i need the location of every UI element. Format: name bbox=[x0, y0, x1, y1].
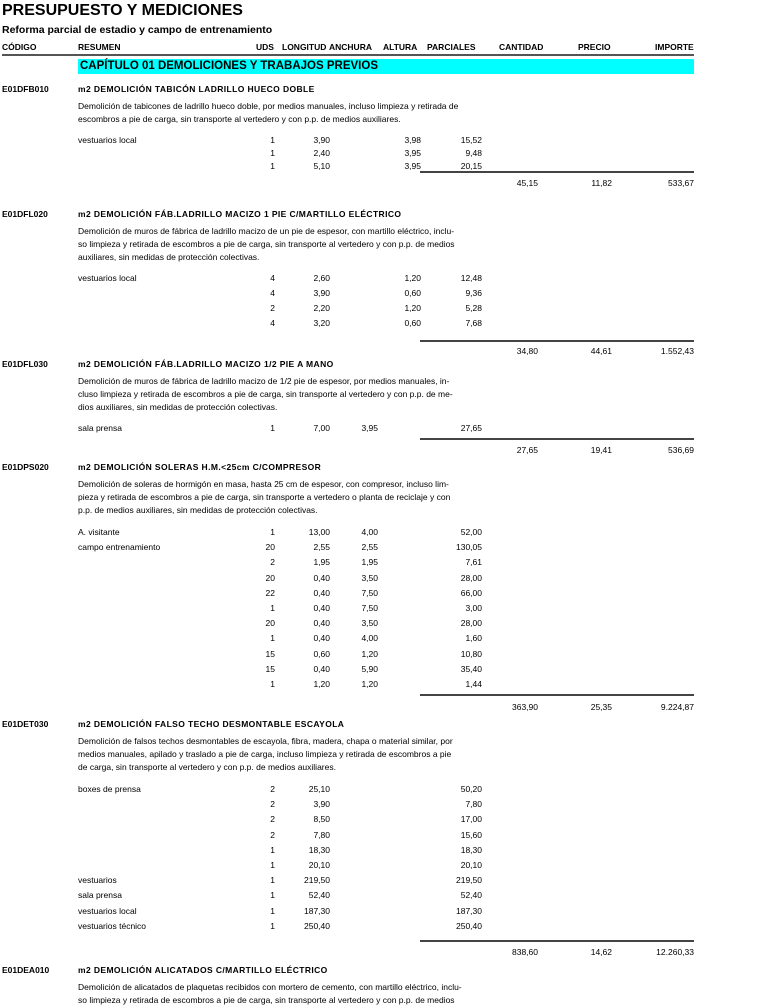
col-header-codigo: CÓDIGO bbox=[2, 42, 37, 52]
measurement-row bbox=[0, 633, 768, 646]
measurement-row bbox=[0, 527, 768, 540]
item-precio: 14,62 bbox=[590, 947, 612, 957]
item-code: E01DET030 bbox=[2, 719, 49, 729]
item-title: m2 DEMOLICIÓN FÁB.LADRILLO MACIZO 1/2 PIE A MANO bbox=[78, 359, 334, 369]
row-longitud: 7,00 bbox=[313, 423, 330, 433]
row-uds: 2 bbox=[270, 799, 275, 810]
item-title: m2 DEMOLICIÓN TABICÓN LADRILLO HUECO DOBLE bbox=[78, 84, 315, 94]
row-parciales: 35,40 bbox=[460, 663, 482, 674]
row-longitud: 0,60 bbox=[313, 648, 330, 659]
chapter-heading: CAPÍTULO 01 DEMOLICIONES Y TRABAJOS PREVIOS bbox=[78, 59, 694, 74]
row-anchura: 3,50 bbox=[361, 618, 378, 629]
measurement-row bbox=[0, 148, 768, 161]
row-label: vestuarios local bbox=[78, 273, 137, 283]
row-parciales: 15,52 bbox=[460, 135, 482, 145]
row-anchura: 7,50 bbox=[361, 603, 378, 613]
row-altura: 3,98 bbox=[404, 135, 421, 145]
row-parciales: 52,00 bbox=[460, 527, 482, 537]
row-parciales: 28,00 bbox=[460, 618, 482, 629]
row-uds: 15 bbox=[265, 663, 275, 674]
row-parciales: 1,44 bbox=[465, 679, 482, 689]
row-parciales: 18,30 bbox=[460, 844, 482, 855]
measurement-row bbox=[0, 830, 768, 843]
subtotal-divider bbox=[420, 694, 694, 696]
document-title: PRESUPUESTO Y MEDICIONES bbox=[2, 2, 243, 19]
row-uds: 1 bbox=[270, 633, 275, 644]
measurement-row bbox=[0, 542, 768, 555]
row-uds: 1 bbox=[270, 603, 275, 613]
row-label: A. visitante bbox=[78, 527, 120, 537]
item-code: E01DFL020 bbox=[2, 209, 48, 219]
row-uds: 20 bbox=[265, 572, 275, 583]
row-longitud: 250,40 bbox=[304, 920, 330, 931]
row-parciales: 1,60 bbox=[465, 633, 482, 644]
row-altura: 3,95 bbox=[404, 161, 421, 171]
row-altura: 1,20 bbox=[404, 303, 421, 313]
row-uds: 15 bbox=[265, 648, 275, 659]
row-label: sala prensa bbox=[78, 423, 122, 433]
item-precio: 11,82 bbox=[591, 178, 612, 188]
measurement-row bbox=[0, 921, 768, 934]
measurement-row bbox=[0, 303, 768, 316]
row-longitud: 3,20 bbox=[313, 318, 330, 328]
col-header-precio: PRECIO bbox=[578, 42, 611, 52]
item-code: E01DFL030 bbox=[2, 359, 48, 369]
row-parciales: 20,15 bbox=[460, 161, 482, 171]
row-anchura: 5,90 bbox=[361, 663, 378, 674]
description-line: medios manuales, apilado y traslado a pie de carga, incluso limpieza y retirada de escombros a pie bbox=[78, 749, 452, 759]
description-line: Demolición de alicatados de plaquetas recibidos con mortero de cemento, con martillo eléctrico, inclu- bbox=[78, 982, 462, 992]
measurement-row bbox=[0, 557, 768, 570]
row-parciales: 17,00 bbox=[460, 814, 482, 825]
row-parciales: 15,60 bbox=[460, 829, 482, 840]
measurement-row bbox=[0, 423, 768, 436]
item-cantidad: 27,65 bbox=[516, 445, 538, 455]
row-longitud: 1,95 bbox=[313, 557, 330, 568]
row-longitud: 219,50 bbox=[304, 875, 330, 886]
row-uds: 1 bbox=[270, 905, 275, 916]
measurement-row bbox=[0, 573, 768, 586]
row-parciales: 5,28 bbox=[465, 303, 482, 313]
row-altura: 3,95 bbox=[404, 148, 421, 158]
item-code: E01DPS020 bbox=[2, 462, 49, 472]
measurement-row bbox=[0, 288, 768, 301]
item-importe: 1.552,43 bbox=[660, 346, 694, 356]
item-cantidad: 45,15 bbox=[516, 178, 538, 188]
row-anchura: 1,20 bbox=[361, 679, 378, 689]
row-longitud: 20,10 bbox=[308, 860, 330, 870]
row-label: vestuarios técnico bbox=[78, 920, 147, 931]
row-parciales: 250,40 bbox=[456, 920, 482, 931]
item-cantidad: 838,60 bbox=[512, 947, 538, 957]
row-uds: 4 bbox=[270, 288, 275, 298]
row-uds: 2 bbox=[270, 814, 275, 825]
item-importe: 533,67 bbox=[668, 178, 694, 188]
row-anchura: 7,50 bbox=[361, 587, 378, 598]
description-line: de carga, sin transporte al vertedero y con p.p. de medios auxiliares. bbox=[78, 762, 336, 772]
measurement-row bbox=[0, 588, 768, 601]
row-uds: 1 bbox=[270, 875, 275, 886]
row-longitud: 0,40 bbox=[313, 633, 330, 644]
row-anchura: 2,55 bbox=[361, 542, 378, 553]
row-uds: 4 bbox=[270, 273, 275, 283]
item-description bbox=[78, 981, 496, 1007]
subtotal-divider bbox=[420, 940, 694, 942]
row-uds: 2 bbox=[270, 829, 275, 840]
row-anchura: 1,95 bbox=[361, 557, 378, 568]
description-line: Demolición de muros de fábrica de ladrillo macizo de 1/2 pie de espesor, por medios manuales, in- bbox=[78, 376, 450, 386]
row-parciales: 7,61 bbox=[465, 557, 482, 568]
row-longitud: 18,30 bbox=[308, 844, 330, 855]
row-parciales: 7,68 bbox=[465, 318, 482, 328]
subtotal-divider bbox=[420, 171, 694, 173]
row-parciales: 66,00 bbox=[460, 587, 482, 598]
row-parciales: 3,00 bbox=[465, 603, 482, 613]
row-longitud: 8,50 bbox=[313, 814, 330, 825]
row-uds: 1 bbox=[270, 161, 275, 171]
col-header-resumen: RESUMEN bbox=[78, 42, 121, 52]
row-label: campo entrenamiento bbox=[78, 542, 161, 553]
item-description bbox=[78, 478, 496, 517]
row-label: vestuarios local bbox=[78, 905, 137, 916]
description-line: pieza y retirada de escombros a pie de carga, sin transporte a vertedero o planta de reciclaje y con bbox=[78, 492, 451, 502]
item-title: m2 DEMOLICIÓN FALSO TECHO DESMONTABLE ESCAYOLA bbox=[78, 719, 345, 729]
description-line: so limpieza y retirada de escombros a pie de carga, sin transporte al vertedero y con p.p. de medios bbox=[78, 239, 455, 249]
row-longitud: 0,40 bbox=[313, 587, 330, 598]
col-header-anchura: ANCHURA bbox=[329, 42, 372, 52]
row-longitud: 2,20 bbox=[313, 303, 330, 313]
row-anchura: 4,00 bbox=[361, 527, 378, 537]
measurement-row bbox=[0, 906, 768, 919]
row-longitud: 0,40 bbox=[313, 603, 330, 613]
description-line: p.p. de medios auxiliares, sin medidas de protección colectivas. bbox=[78, 505, 318, 515]
description-line: Demolición de soleras de hormigón en masa, hasta 25 cm de espesor, con compresor, incluso lim- bbox=[78, 479, 449, 489]
measurement-row bbox=[0, 135, 768, 148]
row-longitud: 0,40 bbox=[313, 663, 330, 674]
subtotal-divider bbox=[420, 340, 694, 342]
item-code: E01DEA010 bbox=[2, 965, 50, 975]
description-line: dios auxiliares, sin medidas de protección colectivas. bbox=[78, 402, 278, 412]
row-longitud: 3,90 bbox=[313, 135, 330, 145]
row-uds: 1 bbox=[270, 423, 275, 433]
row-anchura: 3,50 bbox=[361, 572, 378, 583]
row-anchura: 1,20 bbox=[361, 648, 378, 659]
row-longitud: 25,10 bbox=[308, 784, 330, 794]
row-uds: 2 bbox=[270, 784, 275, 794]
row-parciales: 52,40 bbox=[460, 890, 482, 901]
row-label: sala prensa bbox=[78, 890, 122, 901]
row-uds: 20 bbox=[265, 542, 275, 553]
row-uds: 1 bbox=[270, 679, 275, 689]
measurement-row bbox=[0, 845, 768, 858]
row-parciales: 20,10 bbox=[460, 860, 482, 870]
col-header-altura: ALTURA bbox=[383, 42, 418, 52]
header-divider bbox=[2, 54, 694, 56]
row-uds: 1 bbox=[270, 148, 275, 158]
item-description bbox=[78, 375, 496, 414]
item-precio: 19,41 bbox=[590, 445, 612, 455]
measurement-row bbox=[0, 649, 768, 662]
description-line: cluso limpieza y retirada de escombros a pie de carga, sin transporte al vertedero y con p.p. de me- bbox=[78, 389, 453, 399]
description-line: Demolición de muros de fábrica de ladrillo macizo de un pie de espesor, con martillo eléctrico, inclu- bbox=[78, 226, 455, 236]
col-header-parciales: PARCIALES bbox=[427, 42, 476, 52]
item-description bbox=[78, 225, 496, 264]
row-parciales: 9,48 bbox=[465, 148, 482, 158]
measurement-row bbox=[0, 784, 768, 797]
item-importe: 9.224,87 bbox=[660, 702, 694, 712]
subtotal-divider bbox=[420, 438, 694, 440]
measurement-row bbox=[0, 318, 768, 331]
row-longitud: 2,60 bbox=[313, 273, 330, 283]
project-subtitle: Reforma parcial de estadio y campo de entrenamiento bbox=[2, 24, 273, 36]
item-description bbox=[78, 100, 496, 126]
row-longitud: 187,30 bbox=[304, 905, 330, 916]
row-uds: 20 bbox=[265, 618, 275, 629]
row-longitud: 3,90 bbox=[313, 288, 330, 298]
row-longitud: 0,40 bbox=[313, 572, 330, 583]
row-longitud: 1,20 bbox=[313, 679, 330, 689]
row-longitud: 3,90 bbox=[313, 799, 330, 810]
item-cantidad: 34,80 bbox=[516, 346, 538, 356]
description-line: Demolición de falsos techos desmontables de escayola, fibra, madera, chapa o material similar, por bbox=[78, 736, 453, 746]
col-header-longitud: LONGITUD bbox=[282, 42, 327, 52]
row-parciales: 130,05 bbox=[456, 542, 482, 553]
row-anchura: 4,00 bbox=[361, 633, 378, 644]
row-uds: 2 bbox=[270, 557, 275, 568]
row-uds: 1 bbox=[270, 844, 275, 855]
description-line: auxiliares, sin medidas de protección colectivas. bbox=[78, 252, 260, 262]
measurement-row bbox=[0, 860, 768, 873]
measurement-row bbox=[0, 890, 768, 903]
row-longitud: 7,80 bbox=[313, 829, 330, 840]
measurement-row bbox=[0, 814, 768, 827]
col-header-importe: IMPORTE bbox=[655, 42, 694, 52]
measurement-row bbox=[0, 603, 768, 616]
item-description bbox=[78, 735, 496, 774]
description-line: so limpieza y retirada de escombros a pie de carga, sin transporte al vertedero y con p.p. de medios bbox=[78, 995, 455, 1005]
row-longitud: 2,55 bbox=[313, 542, 330, 553]
measurement-row bbox=[0, 618, 768, 631]
row-parciales: 187,30 bbox=[456, 905, 482, 916]
row-parciales: 27,65 bbox=[460, 423, 482, 433]
item-title: m2 DEMOLICIÓN ALICATADOS C/MARTILLO ELÉCTRICO bbox=[78, 965, 328, 975]
row-uds: 1 bbox=[270, 920, 275, 931]
measurement-row bbox=[0, 273, 768, 286]
item-importe: 536,69 bbox=[668, 445, 694, 455]
item-title: m2 DEMOLICIÓN FÁB.LADRILLO MACIZO 1 PIE C/MARTILLO ELÉCTRICO bbox=[78, 209, 402, 219]
row-parciales: 12,48 bbox=[460, 273, 482, 283]
row-uds: 1 bbox=[270, 135, 275, 145]
row-label: vestuarios bbox=[78, 875, 117, 886]
row-uds: 1 bbox=[270, 860, 275, 870]
row-parciales: 10,80 bbox=[460, 648, 482, 659]
row-altura: 1,20 bbox=[404, 273, 421, 283]
row-altura: 0,60 bbox=[404, 288, 421, 298]
item-precio: 44,61 bbox=[590, 346, 612, 356]
measurement-row bbox=[0, 799, 768, 812]
row-parciales: 50,20 bbox=[460, 784, 482, 794]
description-line: escombros a pie de carga, sin transporte al vertedero y con p.p. de medios auxiliares. bbox=[78, 114, 401, 124]
row-parciales: 7,80 bbox=[465, 799, 482, 810]
measurement-row bbox=[0, 679, 768, 692]
row-longitud: 52,40 bbox=[308, 890, 330, 901]
row-anchura: 3,95 bbox=[361, 423, 378, 433]
description-line: Demolición de tabicones de ladrillo hueco doble, por medios manuales, incluso limpieza y retirada de bbox=[78, 101, 459, 111]
row-longitud: 13,00 bbox=[308, 527, 330, 537]
item-code: E01DFB010 bbox=[2, 84, 49, 94]
row-label: vestuarios local bbox=[78, 135, 137, 145]
row-parciales: 9,36 bbox=[465, 288, 482, 298]
row-parciales: 219,50 bbox=[456, 875, 482, 886]
col-header-cantidad: CANTIDAD bbox=[499, 42, 544, 52]
item-title: m2 DEMOLICIÓN SOLERAS H.M.<25cm C/COMPRESOR bbox=[78, 462, 322, 472]
row-longitud: 0,40 bbox=[313, 618, 330, 629]
row-longitud: 5,10 bbox=[313, 161, 330, 171]
item-precio: 25,35 bbox=[590, 702, 612, 712]
row-uds: 1 bbox=[270, 527, 275, 537]
row-uds: 22 bbox=[265, 587, 275, 598]
row-label: boxes de prensa bbox=[78, 784, 141, 794]
row-altura: 0,60 bbox=[404, 318, 421, 328]
row-longitud: 2,40 bbox=[313, 148, 330, 158]
row-uds: 4 bbox=[270, 318, 275, 328]
row-uds: 1 bbox=[270, 890, 275, 901]
item-importe: 12.260,33 bbox=[656, 947, 694, 957]
col-header-uds: UDS bbox=[256, 42, 274, 52]
measurement-row bbox=[0, 664, 768, 677]
item-cantidad: 363,90 bbox=[512, 702, 538, 712]
row-parciales: 28,00 bbox=[460, 572, 482, 583]
measurement-row bbox=[0, 875, 768, 888]
row-uds: 2 bbox=[270, 303, 275, 313]
